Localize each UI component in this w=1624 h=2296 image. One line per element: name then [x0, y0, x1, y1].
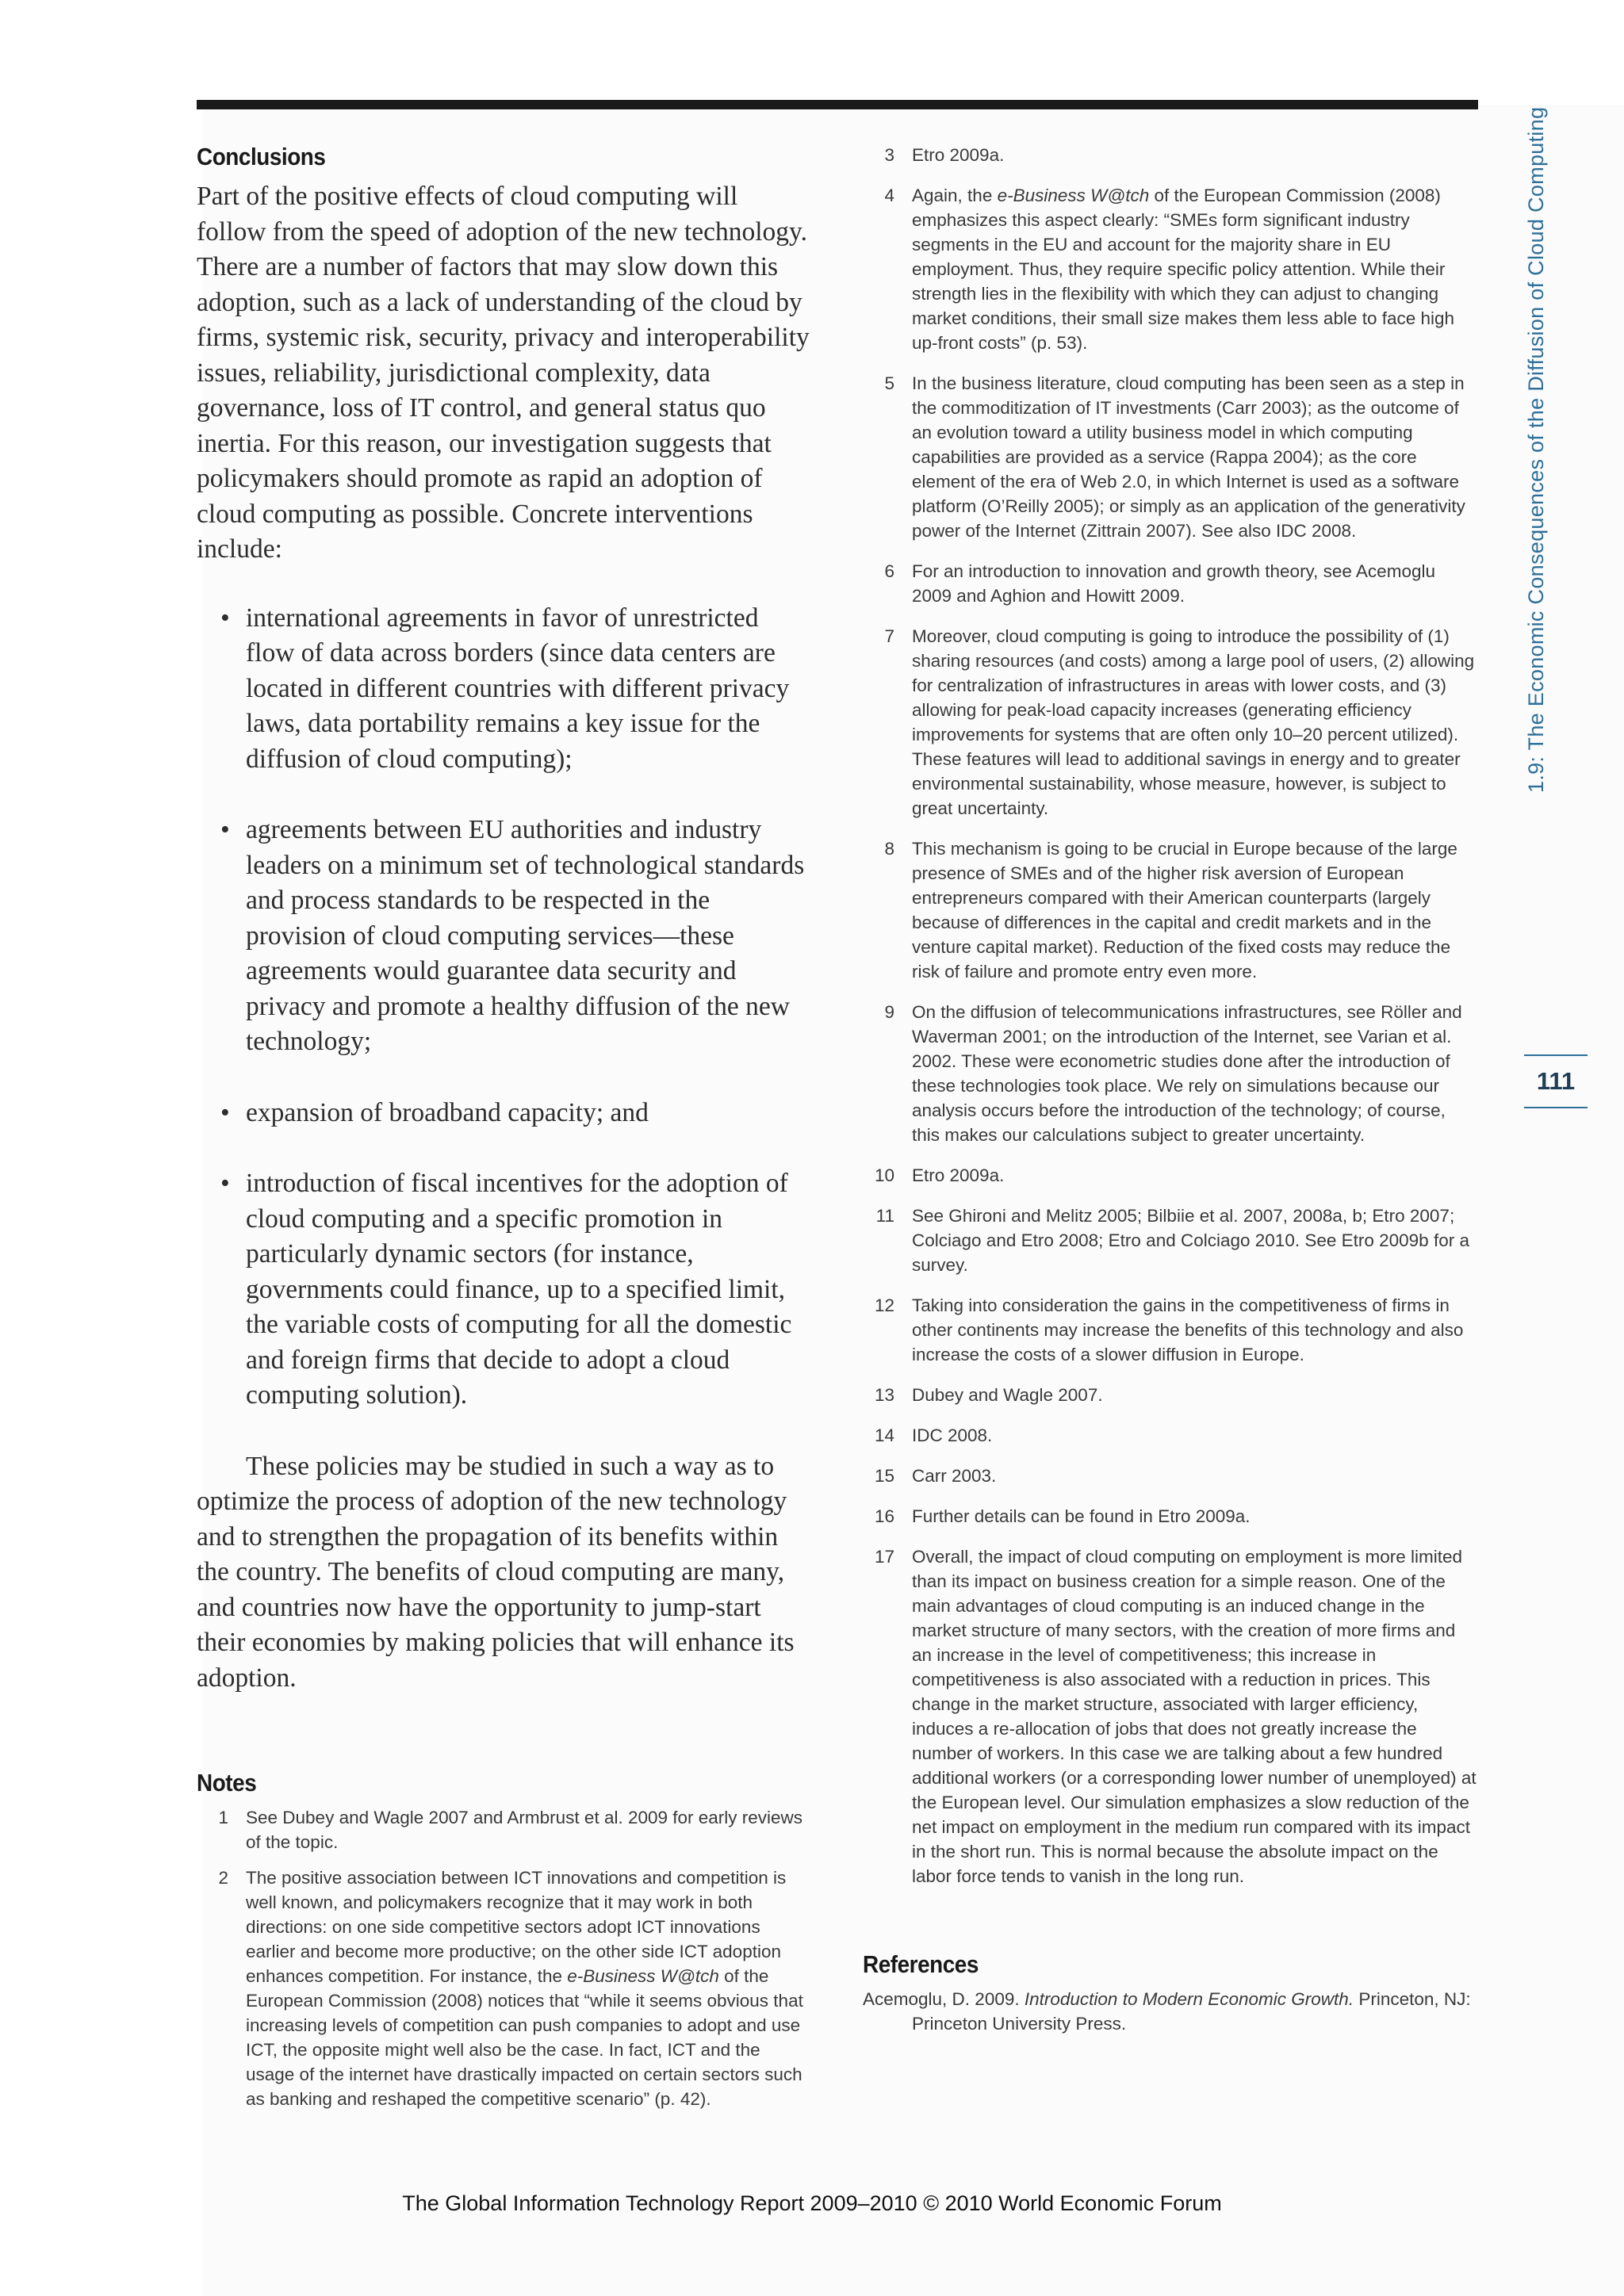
- note-item: [863, 836, 1478, 984]
- bullet-item: [197, 1096, 812, 1131]
- bullet-item: [197, 813, 812, 1060]
- note-text: Etro 2009a.: [912, 145, 1005, 165]
- note-item: [863, 1504, 1478, 1529]
- page-number: 111: [1524, 1054, 1588, 1108]
- note-item: [863, 1544, 1478, 1888]
- reference-item: Acemoglu, D. 2009. Introduction to Modern Economic Growth. Princeton, NJ: Princeton University Press.: [863, 1989, 1471, 2034]
- note-number: 9: [884, 1002, 894, 1022]
- notes-list-right: [863, 143, 1478, 1888]
- top-rule: [197, 100, 1478, 109]
- note-text: See Dubey and Wagle 2007 and Armbrust et al. 2009 for early reviews of the topic.: [246, 1808, 803, 1852]
- note-item: [863, 1203, 1478, 1277]
- note-item: [863, 183, 1478, 355]
- note-number: 14: [874, 1425, 894, 1445]
- note-number: 10: [874, 1165, 894, 1185]
- conclusions-intro: Part of the positive effects of cloud computing will follow from the speed of adoption of the new technology. There are a number of factors that may slow down this adoption, such as a lack of understanding of the cloud by firms, systemic risk, security, privacy and interoperability issues, reliability, jurisdictional complexity, data governance, loss of IT control, and general status quo inertia. For this reason, our investigation suggests that policymakers should promote as rapid an adoption of cloud computing as possible. Concrete interventions include:: [197, 182, 810, 564]
- bullet-text: agreements between EU authorities and industry leaders on a minimum set of technological standards and process standards to be respected in the provision of cloud computing services—these agreements would guarantee data security and privacy and promote a healthy diffusion of the new technology;: [246, 815, 805, 1056]
- note-number: 2: [218, 1868, 228, 1888]
- note-number: 1: [218, 1808, 228, 1827]
- note-item: [863, 1383, 1478, 1407]
- note-number: 15: [874, 1466, 894, 1486]
- note-item: [863, 624, 1478, 821]
- note-number: 3: [884, 145, 894, 165]
- conclusions-heading: Conclusions: [197, 143, 326, 170]
- note-number: 8: [884, 839, 894, 859]
- left-column: [197, 143, 812, 2122]
- note-text: Carr 2003.: [912, 1466, 997, 1486]
- note-item: [863, 1423, 1478, 1448]
- note-text: See Ghironi and Melitz 2005; Bilbiie et al. 2007, 2008a, b; Etro 2007; Colciago and Etro 2008; Etro and Colciago 2010. See Etro 2009b for a survey.: [912, 1206, 1469, 1275]
- note-text: Dubey and Wagle 2007.: [912, 1385, 1103, 1405]
- note-item: [863, 1464, 1478, 1488]
- bullet-icon: •: [220, 815, 230, 844]
- note-number: 6: [884, 561, 894, 581]
- note-item: [863, 371, 1478, 543]
- note-item: [863, 1163, 1478, 1188]
- note-text: For an introduction to innovation and growth theory, see Acemoglu 2009 and Aghion and Howitt 2009.: [912, 561, 1435, 606]
- note-text: Moreover, cloud computing is going to introduce the possibility of (1) sharing resources (and costs) among a large pool of users, (2) allowing for centralization of infrastructures in areas with lower costs, and (3) allowing for peak-load capacity increases (generating efficiency improvements for systems that are often only 10–20 percent utilized). These features will lead to additional savings in energy and to greater environmental sustainability, whose measure, however, is subject to great uncertainty.: [912, 626, 1475, 818]
- bullet-text: expansion of broadband capacity; and: [246, 1097, 649, 1127]
- note-text: Etro 2009a.: [912, 1165, 1005, 1185]
- conclusions-bullet-list: [197, 601, 812, 1414]
- note-text: In the business literature, cloud computing has been seen as a step in the commoditization of IT investments (Carr 2003); as the outcome of an evolution toward a utility business model in which computing capabilities are provided as a service (Rappa 2004); as the core element of the era of Web 2.0, in which Internet is used as a software platform (O’Reilly 2005); or simply as an application of the generativity power of the Internet (Zittrain 2007). See also IDC 2008.: [912, 373, 1465, 541]
- bullet-text: introduction of fiscal incentives for the adoption of cloud computing and a specific promotion in particularly dynamic sectors (for instance, governments could finance, up to a specified limit, the variable costs of computing for all the domestic and foreign firms that decide to adopt a cloud computing solution).: [246, 1169, 792, 1410]
- note-number: 17: [874, 1547, 894, 1567]
- note-text: Again, the e-Business W@tch of the European Commission (2008) emphasizes this aspect clearly: “SMEs form significant industry segments in the EU and account for the majority share in EU employment. Thus, they require specific policy attention. While their strength lies in the flexibility with which they can adjust to changing market conditions, their small size makes them less able to face high up-front costs” (p. 53).: [912, 186, 1455, 353]
- bullet-icon: •: [220, 603, 230, 633]
- note-item: [863, 1293, 1478, 1367]
- note-item: [863, 143, 1478, 167]
- note-number: 16: [874, 1506, 894, 1526]
- notes-list-left: [197, 1805, 812, 2111]
- notes-heading: Notes: [197, 1769, 257, 1797]
- note-text: Further details can be found in Etro 2009a.: [912, 1506, 1251, 1526]
- note-number: 7: [884, 626, 894, 646]
- note-number: 4: [884, 186, 894, 205]
- bullet-item: [197, 601, 812, 778]
- bullet-icon: •: [220, 1097, 230, 1127]
- note-item: [197, 1805, 812, 1854]
- bullet-text: international agreements in favor of unrestricted flow of data across borders (since data centers are located in different countries with different privacy laws, data portability remains a key issue for the diffusion of cloud computing);: [246, 603, 790, 774]
- note-number: 12: [874, 1295, 894, 1315]
- references-heading: References: [863, 1950, 979, 1978]
- note-text: This mechanism is going to be crucial in Europe because of the large presence of SMEs and of the higher risk aversion of European entrepreneurs compared with their American counterparts (largely because of differences in the capital and credit markets and in the venture capital market). Reduction of the fixed costs may reduce the risk of failure and promote entry even more.: [912, 839, 1457, 982]
- right-column: [863, 143, 1478, 2036]
- note-text: IDC 2008.: [912, 1425, 993, 1445]
- note-text: Taking into consideration the gains in the competitiveness of firms in other continents may increase the benefits of this technology and also increase the costs of a slower diffusion in Europe.: [912, 1295, 1464, 1364]
- footer-copyright: The Global Information Technology Report 2009–2010 © 2010 World Economic Forum: [402, 2191, 1222, 2215]
- note-number: 5: [884, 373, 894, 393]
- note-text: On the diffusion of telecommunications infrastructures, see Röller and Waverman 2001; on the introduction of the Internet, see Varian et al. 2002. These were econometric studies done after the introduction of these technologies took place. We rely on simulations because our analysis occurs before the introduction of the technology; of course, this makes our calculations subject to greater uncertainty.: [912, 1002, 1462, 1145]
- note-text: The positive association between ICT innovations and competition is well known, and policymakers recognize that it may work in both directions: on one side competitive sectors adopt ICT innovations earlier and become more productive; on the other side ICT adoption enhances competition. For instance, the e-Business W@tch of the European Commission (2008) notices that “while it seems obvious that increasing levels of competition can push companies to adopt and use ICT, the opposite might well also be the case. In fact, ICT and the usage of the internet have drastically impacted on certain sectors such as banking and reshaped the competitive scenario” (p. 42).: [246, 1868, 803, 2109]
- note-item: [863, 559, 1478, 608]
- note-text: Overall, the impact of cloud computing on employment is more limited than its impact on business creation for a simple reason. One of the main advantages of cloud computing is an induced change in the market structure of many sectors, with the creation of more firms and an increase in the level of competitiveness; this increase in competitiveness is also associated with a reduction in prices. This change in the market structure, associated with larger efficiency, induces a re-allocation of jobs that does not greatly increase the number of workers. In this case we are talking about a few hundred additional workers (or a corresponding lower number of unemployed) at the European level. Our simulation emphasizes a slow reduction of the net impact on employment in the medium run compared with its impact in the short run. This is normal because the absolute impact on the labor force tends to vanish in the long run.: [912, 1547, 1477, 1886]
- bullet-icon: •: [220, 1169, 230, 1198]
- chapter-side-title: 1.9: The Economic Consequences of the Diffusion of Cloud Computing: [1524, 106, 1548, 793]
- note-number: 13: [874, 1385, 894, 1405]
- note-item: [863, 1000, 1478, 1147]
- note-number: 11: [875, 1206, 894, 1226]
- bullet-item: [197, 1166, 812, 1414]
- note-item: [197, 1866, 812, 2111]
- conclusions-closing: These policies may be studied in such a way as to optimize the process of adoption of the new technology and to strengthen the propagation of its benefits within the country. The benefits of cloud computing are many, and countries now have the opportunity to jump-start their economies by making policies that will enhance its adoption.: [197, 1451, 795, 1693]
